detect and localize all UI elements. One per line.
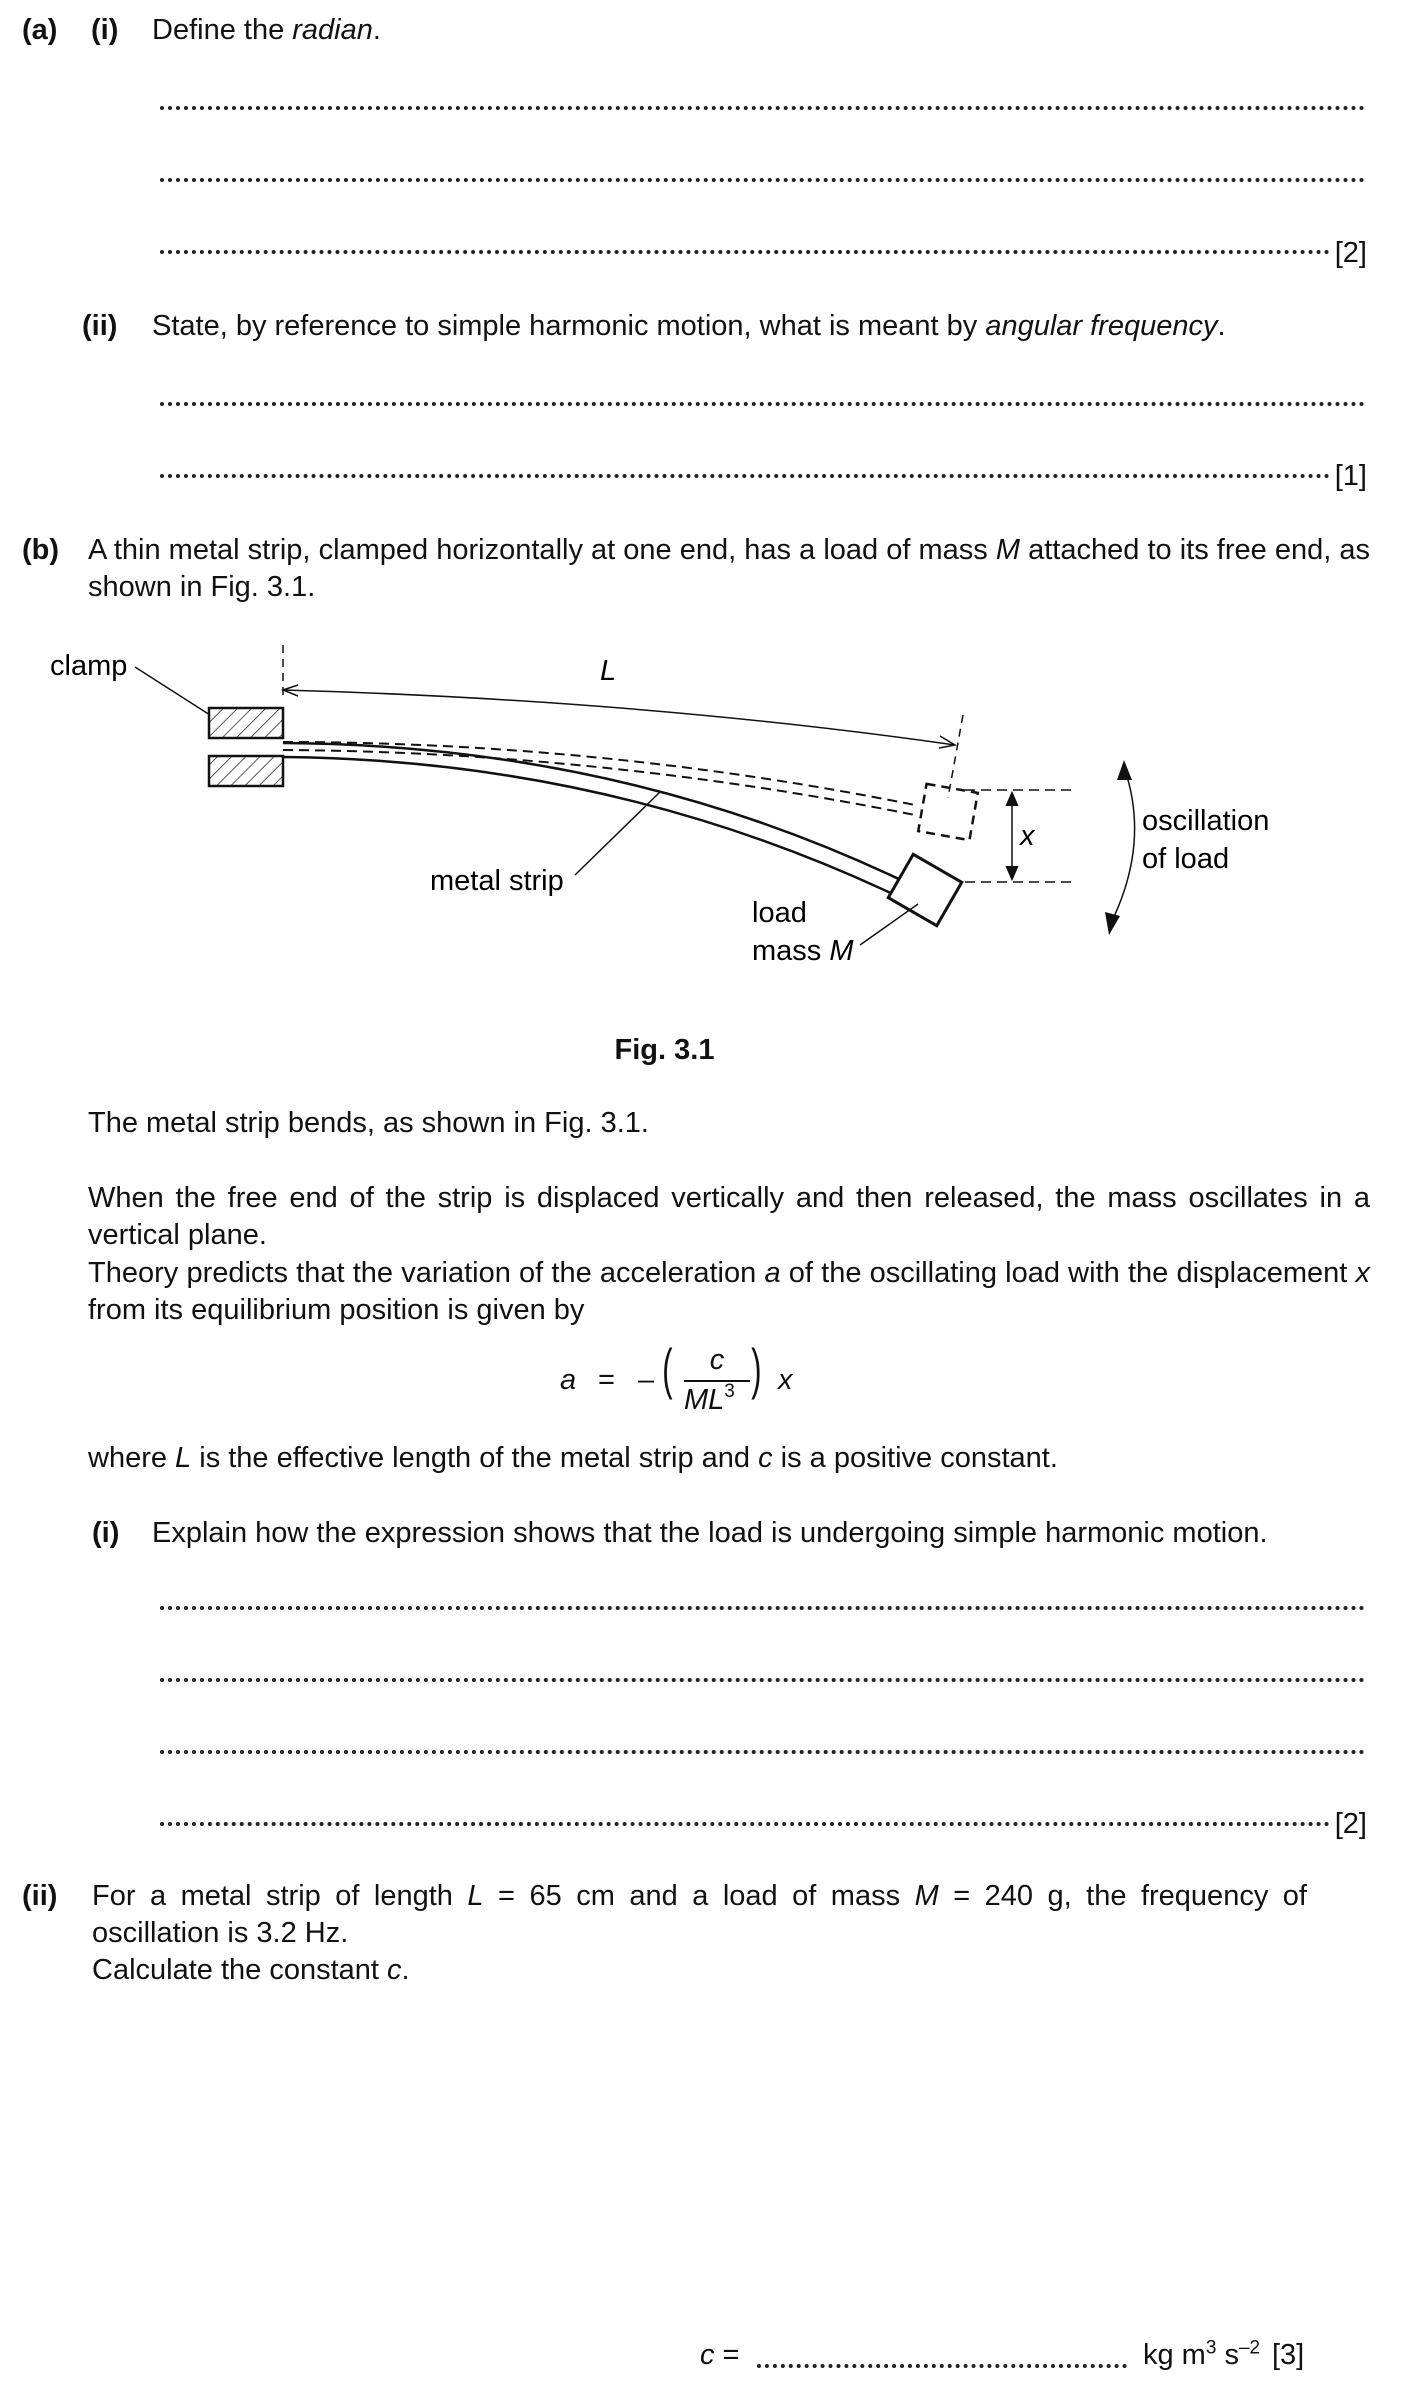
answer-c-label: c = — [700, 2339, 740, 2371]
answer-line[interactable] — [160, 100, 1365, 110]
x-arrow-head-top — [1006, 792, 1018, 806]
part-b-ii-question: For a metal strip of length L = 65 cm and a load of mass M = 240 g, the frequency of oscillation is 3.2 Hz. — [92, 1880, 1307, 1949]
x-label: x — [1020, 820, 1035, 852]
answer-line[interactable] — [160, 468, 1330, 478]
length-arrow-head-right — [939, 736, 955, 748]
part-a-ii-label: (ii) — [82, 310, 118, 342]
clamp-pointer — [135, 667, 210, 715]
strip-dashed-top — [283, 742, 915, 805]
marks-a-ii: [1] — [1334, 460, 1367, 492]
part-b-i-label: (i) — [92, 1517, 120, 1549]
answer-c-unit: kg $m^3$ $s^{-2}$ — [1143, 2337, 1261, 2371]
figure-caption: Fig. 3.1 — [614, 1034, 715, 1066]
oscillation-arrow-head-bottom — [1105, 912, 1120, 935]
equation: a = – ( c $ML^3$ ) x — [560, 1337, 793, 1416]
answer-line[interactable] — [160, 1600, 1365, 1610]
part-a-i-question: Define the radian. — [152, 14, 381, 46]
marks-b-ii: [3] — [1272, 2339, 1305, 2371]
oscillation-label-1: oscillation — [1142, 805, 1270, 837]
part-b-label: (b) — [22, 534, 60, 566]
answer-line[interactable] — [160, 1816, 1330, 1826]
mass-label: mass M — [752, 935, 854, 967]
oscillation-label-2: of load — [1142, 843, 1230, 875]
marks-b-i: [2] — [1334, 1808, 1367, 1840]
part-a-ii-question: State, by reference to simple harmonic motion, what is meant by angular frequency. — [152, 310, 1226, 342]
part-b-i-question: Explain how the expression shows that the load is undergoing simple harmonic motion. — [152, 1517, 1268, 1549]
answer-line[interactable] — [160, 1672, 1365, 1682]
load-pointer — [860, 904, 918, 945]
strip-bottom-edge — [283, 757, 897, 896]
figure-3-1 — [0, 620, 1405, 1000]
part-a-i-label: (i) — [91, 14, 119, 46]
part-b-ii-label: (ii) — [22, 1880, 58, 1912]
bends-text: The metal strip bends, as shown in Fig. 3.1. — [88, 1107, 649, 1139]
answer-c-line[interactable] — [757, 2358, 1127, 2368]
theory-text: Theory predicts that the variation of the acceleration a of the oscillating load with the displacement x from its equilibrium position is given by — [88, 1257, 1370, 1326]
answer-line[interactable] — [160, 244, 1330, 254]
load-label: load — [752, 897, 807, 929]
load-dashed — [918, 784, 978, 840]
part-a-label: (a) — [22, 14, 58, 46]
oscillation-arrow-head-top — [1117, 760, 1132, 780]
length-arrow — [283, 690, 955, 745]
part-b-ii-instruction: Calculate the constant c. — [92, 1954, 410, 1986]
clamp-label: clamp — [50, 650, 128, 682]
length-label: L — [600, 655, 617, 687]
answer-line[interactable] — [160, 396, 1365, 406]
clamp-block — [209, 708, 283, 786]
metal-strip-pointer — [575, 792, 660, 875]
strip-top-edge — [283, 743, 905, 882]
metal-strip-label: metal strip — [430, 865, 564, 897]
marks-a-i: [2] — [1334, 237, 1367, 269]
where-text: where L is the effective length of the metal strip and c is a positive constant. — [88, 1442, 1058, 1474]
x-arrow-head-bottom — [1006, 866, 1018, 880]
load-block — [888, 854, 961, 925]
part-b-intro: A thin metal strip, clamped horizontally at one end, has a load of mass M attached to its free end, as shown in Fig. 3.1. — [88, 534, 1370, 603]
tip-reference-line — [948, 715, 963, 798]
displaced-text: When the free end of the strip is displaced vertically and then released, the mass oscillates in a vertical plane. — [88, 1182, 1370, 1251]
answer-line[interactable] — [160, 172, 1365, 182]
answer-line[interactable] — [160, 1744, 1365, 1754]
oscillation-arrow — [1110, 770, 1135, 925]
